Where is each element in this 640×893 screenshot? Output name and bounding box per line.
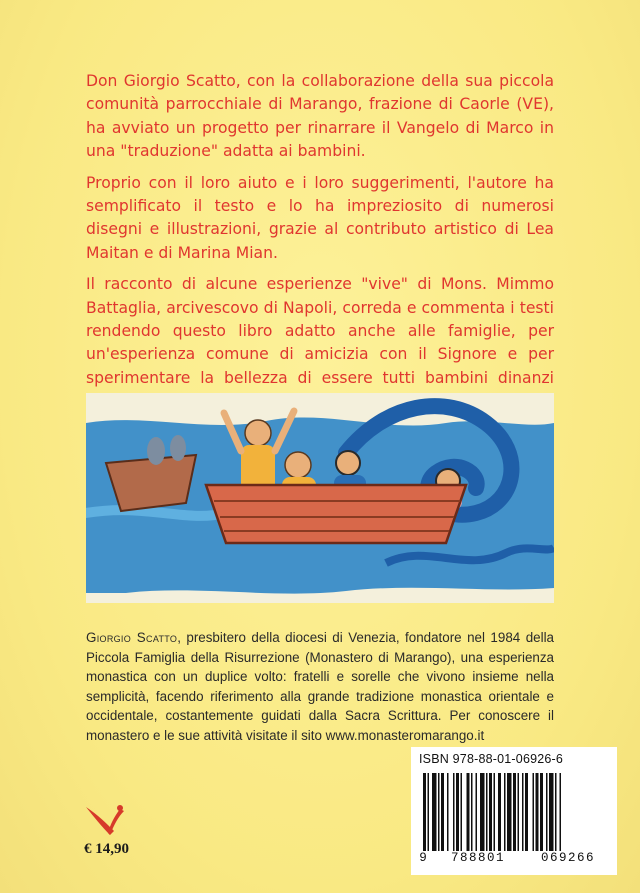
barcode-bar xyxy=(549,773,554,851)
barcode-bar xyxy=(428,773,430,851)
barcode-bar xyxy=(453,773,455,851)
ean-right-group: 069266 xyxy=(540,851,595,865)
barcode-bar xyxy=(471,773,473,851)
price: € 14,90 xyxy=(84,841,129,857)
blurb-paragraph-1: Don Giorgio Scatto, con la collaborazione della sua piccola comunità parrocchiale di Marango, frazione di Caorle (VE), ha avviato un progetto per rinarrare il Vangelo di Marco in una "traduzione" adatta ai bambini. xyxy=(86,72,554,161)
barcode-bar xyxy=(456,773,459,851)
publisher-logo-icon xyxy=(80,803,128,839)
figure-head-1 xyxy=(245,420,271,446)
barcode-bar xyxy=(438,773,440,851)
barcode-bar xyxy=(525,773,528,851)
blurb-paragraph-2: Proprio con il loro aiuto e i loro suggerimenti, l'autore ha semplificato il testo e lo ha impreziosito di numerosi disegni e illustrazioni, grazie al contributo artistico di Lea Maitan e di Marina Mian. xyxy=(86,173,554,262)
ean-first-digit: 9 xyxy=(419,851,427,865)
barcode-bar xyxy=(476,773,478,851)
background-figure xyxy=(147,437,165,465)
barcode-bar xyxy=(555,773,557,851)
barcode-bar xyxy=(518,773,520,851)
barcode-bar xyxy=(504,773,506,851)
boat-illustration xyxy=(86,393,554,603)
barcode-bar xyxy=(461,773,463,851)
author-name: Giorgio Scatto xyxy=(86,630,178,645)
figure-head-2 xyxy=(285,452,311,478)
barcode-bar xyxy=(498,773,501,851)
main-boat xyxy=(206,485,466,543)
barcode-bar xyxy=(560,773,562,851)
author-bio xyxy=(86,628,554,746)
blurb xyxy=(86,70,554,422)
barcode-bar xyxy=(480,773,485,851)
barcode-bar xyxy=(486,773,488,851)
blurb-paragraph-3: Il racconto di alcune esperienze "vive" di Mons. Mimmo Battaglia, arcivescovo di Napoli, correda e commenta i testi rendendo questo libro adatto anche alle famiglie, per un'esperienza comune di amicizia con il Signore e per sperimentare la bellezza di essere tutti bambini dinanzi xyxy=(86,275,554,387)
barcode-bar xyxy=(533,773,535,851)
barcode-bar xyxy=(507,773,512,851)
barcode xyxy=(419,773,609,851)
ean-digits xyxy=(412,851,617,865)
author-bio-text: , presbitero della diocesi di Venezia, fondatore nel 1984 della Piccola Famiglia della Risurrezione (Monastero di Marango), una esperienza monastica con un duplice volto: fratelli e sorelle che vivono insieme nella semplicità, facendo riferimento alla grande tradizione monastica orientale e occidentale, costantemente guidati dalla Sacra Scrittura. Per conoscere il monastero e le sue attività visitate il sito www.monasteromarango.it xyxy=(86,630,554,743)
barcode-bar xyxy=(540,773,543,851)
background-boat xyxy=(106,455,196,511)
barcode-bar xyxy=(536,773,539,851)
barcode-bar xyxy=(447,773,449,851)
barcode-bar xyxy=(423,773,426,851)
barcode-bar xyxy=(489,773,492,851)
barcode-bar xyxy=(494,773,496,851)
figure-head-3 xyxy=(336,451,360,475)
barcode-bar xyxy=(467,773,470,851)
barcode-bar xyxy=(522,773,524,851)
barcode-bar xyxy=(513,773,516,851)
barcode-bar xyxy=(546,773,548,851)
barcode-bar xyxy=(441,773,444,851)
barcode-bar xyxy=(432,773,437,851)
background-figure-2 xyxy=(170,435,186,461)
ean-left-group: 788801 xyxy=(450,851,505,865)
isbn-number: ISBN 978-88-01-06926-6 xyxy=(419,752,564,766)
